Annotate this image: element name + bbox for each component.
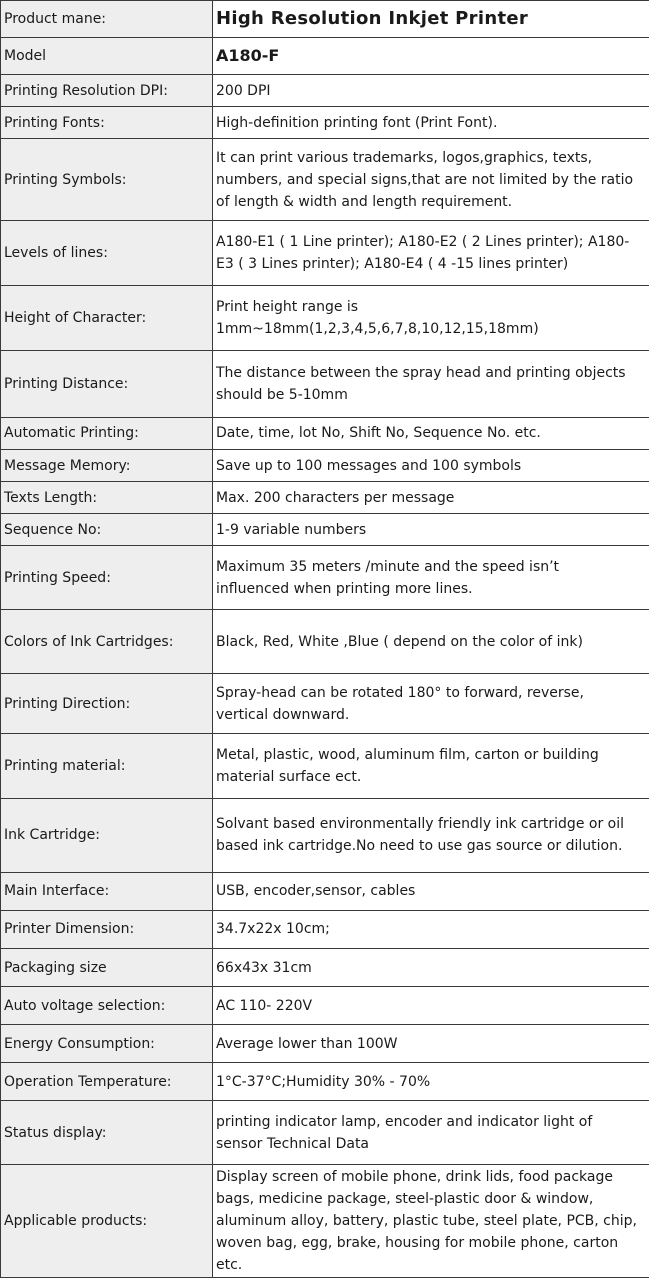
table-row xyxy=(1,546,649,610)
table-row xyxy=(1,1101,649,1165)
row-label: Packaging size xyxy=(1,949,213,987)
value-line: Save up to 100 messages and 100 symbols xyxy=(216,457,522,474)
value-line: printing indicator lamp, encoder and indicator light of xyxy=(216,1113,593,1130)
value-line: Solvant based environmentally friendly ink cartridge or oil xyxy=(216,816,624,833)
value-line: Print height range is xyxy=(216,298,359,315)
value-line: 200 DPI xyxy=(216,82,271,99)
table-row xyxy=(1,872,649,910)
value-line: sensor Technical Data xyxy=(216,1135,370,1152)
table-row xyxy=(1,987,649,1025)
row-label: Model xyxy=(1,38,213,75)
row-value xyxy=(213,482,649,514)
row-label: Printing Fonts: xyxy=(1,107,213,139)
value-line: woven bag, egg, brake, housing for mobile phone, carton xyxy=(216,1235,619,1252)
value-line: Display screen of mobile phone, drink lids, food package xyxy=(216,1169,613,1186)
value-line: should be 5-10mm xyxy=(216,386,348,403)
row-value xyxy=(213,1063,649,1101)
row-label: Energy Consumption: xyxy=(1,1025,213,1063)
row-value xyxy=(213,949,649,987)
row-value xyxy=(213,1025,649,1063)
value-line: Spray-head can be rotated 180° to forward, reverse, xyxy=(216,684,584,701)
row-value xyxy=(213,987,649,1025)
value-line: 66x43x 31cm xyxy=(216,959,312,976)
table-row xyxy=(1,221,649,285)
row-label: Main Interface: xyxy=(1,872,213,910)
value-line: 1-9 variable numbers xyxy=(216,521,367,538)
table-row xyxy=(1,38,649,75)
table-row xyxy=(1,949,649,987)
table-row xyxy=(1,1025,649,1063)
row-value xyxy=(213,910,649,948)
row-label: Printer Dimension: xyxy=(1,910,213,948)
row-label: Colors of Ink Cartridges: xyxy=(1,610,213,674)
row-value xyxy=(213,1101,649,1165)
row-label: Ink Cartridge: xyxy=(1,798,213,872)
row-value xyxy=(213,872,649,910)
row-label: Printing Speed: xyxy=(1,546,213,610)
value-line: A180-E1 ( 1 Line printer); A180-E2 ( 2 Lines printer); A180- xyxy=(216,234,630,251)
table-row xyxy=(1,350,649,417)
row-value xyxy=(213,514,649,546)
value-line: 34.7x22x 10cm; xyxy=(216,921,330,938)
value-line: aluminum alloy, battery, plastic tube, steel plate, PCB, chip, xyxy=(216,1213,637,1230)
row-value xyxy=(213,1,649,38)
row-label: Applicable products: xyxy=(1,1165,213,1278)
table-row xyxy=(1,139,649,221)
row-label: Printing Distance: xyxy=(1,350,213,417)
value-line: numbers, and special signs,that are not limited by the ratio xyxy=(216,171,634,188)
row-value xyxy=(213,449,649,481)
value-line: The distance between the spray head and printing objects xyxy=(216,364,626,381)
row-label: Message Memory: xyxy=(1,449,213,481)
value-line: vertical downward. xyxy=(216,706,350,723)
value-line: Average lower than 100W xyxy=(216,1035,398,1052)
row-label: Height of Character: xyxy=(1,285,213,350)
value-line: based ink cartridge.No need to use gas source or dilution. xyxy=(216,838,623,855)
value-line: of length & width and length requirement. xyxy=(216,193,513,210)
row-label: Levels of lines: xyxy=(1,221,213,285)
table-row xyxy=(1,1,649,38)
table-row xyxy=(1,75,649,107)
value-line: Max. 200 characters per message xyxy=(216,489,455,506)
value-line: Maximum 35 meters /minute and the speed isn’t xyxy=(216,558,560,575)
value-line: etc. xyxy=(216,1257,243,1274)
table-row xyxy=(1,1063,649,1101)
value-line: It can print various trademarks, logos,graphics, texts, xyxy=(216,149,593,166)
row-value xyxy=(213,1165,649,1278)
row-value xyxy=(213,38,649,75)
row-value xyxy=(213,674,649,733)
row-label: Texts Length: xyxy=(1,482,213,514)
value-line: bags, medicine package, steel-plastic door & window, xyxy=(216,1191,594,1208)
value-line: Metal, plastic, wood, aluminum film, carton or building xyxy=(216,746,599,763)
table-row xyxy=(1,910,649,948)
table-row xyxy=(1,798,649,872)
value-line: Black, Red, White ,Blue ( depend on the color of ink) xyxy=(216,633,583,650)
table-row xyxy=(1,107,649,139)
table-row xyxy=(1,514,649,546)
table-row xyxy=(1,482,649,514)
row-value xyxy=(213,546,649,610)
value-line: A180-F xyxy=(216,46,280,66)
row-value xyxy=(213,610,649,674)
row-value xyxy=(213,350,649,417)
value-line: USB, encoder,sensor, cables xyxy=(216,883,416,900)
row-value xyxy=(213,139,649,221)
value-line: AC 110- 220V xyxy=(216,997,313,1014)
row-label: Printing Direction: xyxy=(1,674,213,733)
row-label: Printing material: xyxy=(1,733,213,798)
row-value xyxy=(213,285,649,350)
row-value xyxy=(213,798,649,872)
value-line: High-definition printing font (Print Font). xyxy=(216,114,498,131)
table-row xyxy=(1,674,649,733)
table-row xyxy=(1,610,649,674)
row-label: Operation Temperature: xyxy=(1,1063,213,1101)
value-line: material surface ect. xyxy=(216,768,362,785)
value-line: Date, time, lot No, Shift No, Sequence No. etc. xyxy=(216,425,541,442)
row-label: Sequence No: xyxy=(1,514,213,546)
row-value xyxy=(213,221,649,285)
row-value xyxy=(213,107,649,139)
value-line: influenced when printing more lines. xyxy=(216,580,473,597)
row-label: Product mane: xyxy=(1,1,213,38)
row-label: Status display: xyxy=(1,1101,213,1165)
value-line: 1°C-37°C;Humidity 30% - 70% xyxy=(216,1073,431,1090)
row-label: Automatic Printing: xyxy=(1,417,213,449)
row-value xyxy=(213,733,649,798)
table-row xyxy=(1,1165,649,1278)
table-row xyxy=(1,733,649,798)
table-row xyxy=(1,417,649,449)
row-label: Auto voltage selection: xyxy=(1,987,213,1025)
spec-table-body xyxy=(1,1,649,1278)
value-line: E3 ( 3 Lines printer); A180-E4 ( 4 -15 lines printer) xyxy=(216,256,569,273)
value-line: High Resolution Inkjet Printer xyxy=(216,8,529,30)
row-label: Printing Resolution DPI: xyxy=(1,75,213,107)
row-value xyxy=(213,417,649,449)
row-label: Printing Symbols: xyxy=(1,139,213,221)
table-row xyxy=(1,285,649,350)
row-value xyxy=(213,75,649,107)
value-line: 1mm~18mm(1,2,3,4,5,6,7,8,10,12,15,18mm) xyxy=(216,320,539,337)
table-row xyxy=(1,449,649,481)
